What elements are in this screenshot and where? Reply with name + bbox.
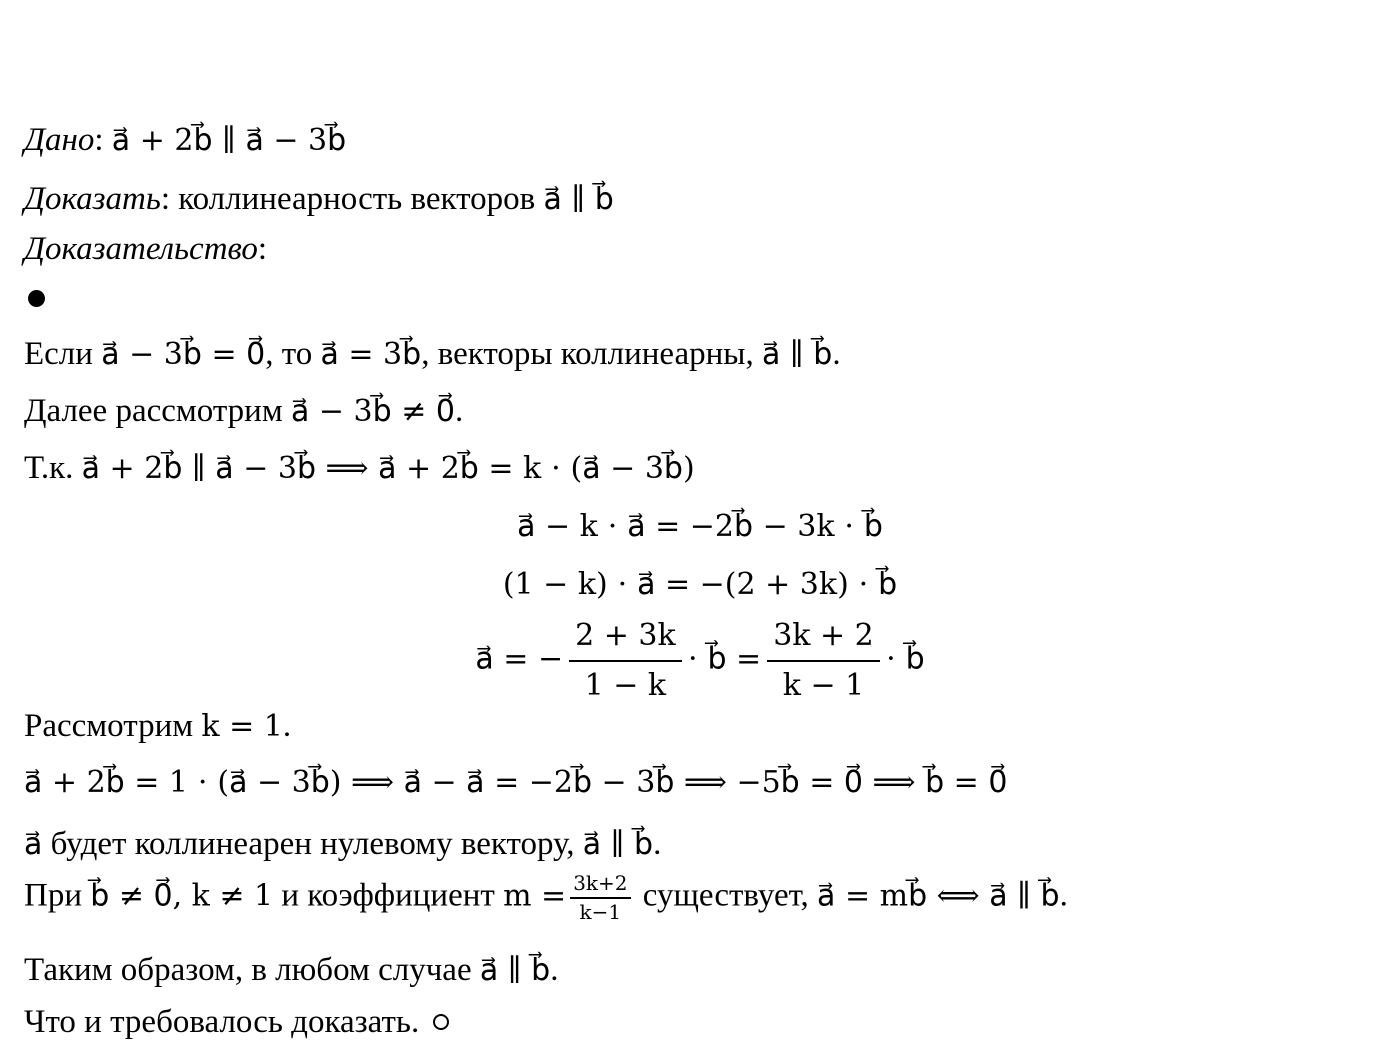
- collinear-end: .: [653, 826, 662, 862]
- collinear-text: будет коллинеарен нулевому вектору,: [42, 826, 583, 862]
- general-expr-1: b⃗ ≠ 0⃗, k ≠ 1: [90, 878, 274, 914]
- coefficient-denominator: k−1: [579, 900, 622, 924]
- next-case-text: Далее рассмотрим: [24, 393, 291, 429]
- bullet-marker: [28, 290, 45, 307]
- given-colon: :: [94, 122, 104, 158]
- general-end: .: [1059, 877, 1068, 914]
- prove-line: [24, 183, 614, 216]
- equation-3-fraction-2: [767, 618, 880, 704]
- since-line: [24, 452, 695, 485]
- case-zero-expr-1: a⃗ − 3b⃗ = 0⃗: [101, 337, 266, 372]
- given-line: [24, 124, 346, 157]
- qed-circle-icon: [433, 1014, 449, 1030]
- fraction-1-numerator: 2 + 3k: [569, 618, 682, 662]
- equation-2-expr: (1 − k) ⋅ a⃗ = −(2 + 3k) ⋅ b⃗: [502, 567, 898, 602]
- general-expr-2: m =: [503, 878, 567, 914]
- since-text: Т.к.: [24, 450, 82, 486]
- given-expression: a⃗ + 2b⃗ ∥ a⃗ − 3b⃗: [111, 123, 347, 158]
- general-text-2: и коэффициент: [273, 877, 504, 914]
- equation-3-lhs: a⃗ = −: [475, 641, 564, 677]
- fraction-1-denominator: 1 − k: [584, 668, 667, 703]
- proof-colon: :: [257, 231, 268, 267]
- equation-1-expr: a⃗ − k ⋅ a⃗ = −2b⃗ − 3k ⋅ b⃗: [517, 509, 883, 544]
- case-k1-expr: k = 1: [201, 709, 283, 744]
- qed-text: Что и требовалось доказать.: [24, 1004, 420, 1040]
- case-k1-text: Рассмотрим: [24, 708, 202, 744]
- case-k1-line: [24, 710, 291, 743]
- conclusion-expr: a⃗ ∥ b⃗: [479, 953, 551, 988]
- case-k1-end: .: [282, 708, 292, 744]
- next-case-end: .: [455, 393, 464, 429]
- equation-3-rhs: ⋅ b⃗: [885, 641, 925, 677]
- general-text-1: При: [24, 877, 91, 914]
- equation-3: [0, 618, 1400, 704]
- general-case-line: [24, 872, 1068, 924]
- general-text-3: существует,: [634, 877, 818, 914]
- collinear-zero-line: [24, 828, 661, 861]
- case-zero-line: [24, 338, 841, 371]
- fraction-2-denominator: k − 1: [782, 668, 865, 703]
- equation-2: [0, 568, 1400, 601]
- case-zero-text-2: , то: [265, 336, 321, 372]
- equation-1: [0, 510, 1400, 543]
- given-label: Дано: [24, 122, 95, 158]
- prove-expression: a⃗ ∥ b⃗: [543, 182, 614, 217]
- case-zero-expr-3: a⃗ ∥ b⃗: [761, 337, 833, 372]
- case-zero-end: .: [832, 336, 841, 372]
- case-zero-text-1: Если: [24, 336, 102, 372]
- collinear-expr-1: a⃗: [24, 827, 43, 862]
- case-zero-expr-2: a⃗ = 3b⃗: [320, 337, 422, 372]
- since-expr: a⃗ + 2b⃗ ∥ a⃗ − 3b⃗ ⟹ a⃗ + 2b⃗ = k ⋅ (a⃗ − 3b⃗): [81, 451, 695, 486]
- next-case-expr: a⃗ − 3b⃗ ≠ 0⃗: [290, 394, 455, 429]
- proof-label: Доказательство: [24, 231, 258, 267]
- qed-line: [24, 1006, 449, 1039]
- proof-heading: [24, 233, 267, 266]
- collinear-expr-2: a⃗ ∥ b⃗: [582, 827, 654, 862]
- case-zero-text-3: , векторы коллинеарны,: [421, 336, 762, 372]
- case-k1-chain: a⃗ + 2b⃗ = 1 ⋅ (a⃗ − 3b⃗) ⟹ a⃗ − a⃗ = −2b⃗ − 3b⃗ ⟹ −5b⃗ = 0⃗ ⟹ b⃗ = 0⃗: [24, 765, 1008, 800]
- general-expr-3: a⃗ = mb⃗ ⟺ a⃗ ∥ b⃗: [817, 878, 1060, 914]
- coefficient-numerator: 3k+2: [570, 872, 630, 899]
- prove-text: : коллинеарность векторов: [160, 181, 544, 217]
- equation-3-mid: ⋅ b⃗ =: [687, 641, 762, 677]
- equation-3-fraction-1: [569, 618, 682, 704]
- coefficient-fraction: [570, 872, 630, 924]
- conclusion-end: .: [550, 952, 559, 988]
- conclusion-text: Таким образом, в любом случае: [24, 952, 480, 988]
- fraction-2-numerator: 3k + 2: [767, 618, 880, 662]
- prove-label: Доказать: [24, 181, 161, 217]
- conclusion-line: [24, 954, 558, 987]
- next-case-line: [24, 395, 463, 428]
- case-k1-chain-line: [24, 766, 1007, 799]
